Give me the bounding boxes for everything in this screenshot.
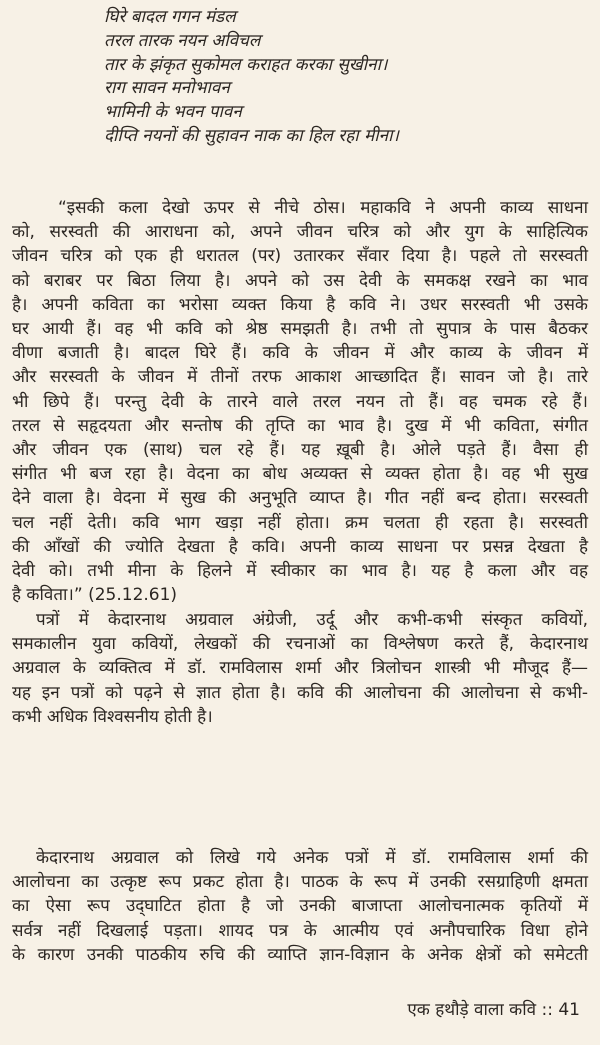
poem-line: भामिनी के भवन पावन	[104, 102, 242, 123]
quote-line: “इसकी कला देखो ऊपर से नीचे ठोस। महाकवि ने अपनी काव्य साधना	[58, 198, 588, 218]
quote-line: और सरस्वती के जीवन में तीनों तरफ आकाश आच्छादित हैं। सावन जो है। तारे	[12, 367, 588, 388]
quote-line-last: है कविता।” (25.12.61)	[12, 585, 178, 606]
poem-line: घिरे बादल गगन मंडल	[104, 7, 236, 27]
paragraph-line: के कारण उनकी पाठकीय रुचि की व्याप्ति ज्ञान-विज्ञान के अनेक क्षेत्रों को समेटती	[12, 944, 588, 965]
paragraph-line-last: कभी अधिक विश्वसनीय होती है।	[12, 706, 213, 727]
paragraph-line: का ऐसा रूप उद्‌घाटित होता है जो उनकी बाजाप्ता आलोचनात्मक कृतियों में	[12, 896, 588, 917]
quote-line: है। अपनी कविता का भरोसा व्यक्त किया है कवि ने। उधर सरस्वती भी उसके	[12, 294, 588, 315]
poem-line: राग सावन मनोभावन	[104, 78, 230, 99]
body-paragraph-2	[12, 846, 588, 967]
quote-line: और जीवन एक (साथ) चल रहे हैं। यह ख़ूबी है। ओले पड़ते हैं। वैसा ही	[12, 440, 588, 461]
quote-line: चल नहीं देती। कवि भाग खड़ा नहीं होता। क्रम चलता ही रहता है। सरस्वती	[12, 512, 588, 533]
poem-line: दीप्ति नयनों की सुहावन नाक का हिल रहा मीना।	[104, 125, 399, 146]
poem-line: तरल तारक नयन अविचल	[104, 30, 261, 51]
paragraph-line: केदारनाथ अग्रवाल को लिखे गये अनेक पत्रों में डॉ. रामविलास शर्मा की	[36, 848, 588, 868]
paragraph-line: समकालीन युवा कवियों, लेखकों की रचनाओं का विश्लेषण करते हैं, केदारनाथ	[12, 634, 588, 655]
quote-line: देवी को। तभी मीना के हिलने में स्वीकार का भाव है। यह है कला और वह	[12, 561, 588, 582]
quote-line: वीणा बजाती है। बादल घिरे हैं। कवि के जीवन में और काव्य के जीवन में	[12, 343, 588, 364]
paragraph-line: पत्रों में केदारनाथ अग्रवाल अंग्रेजी, उर्दू और कभी-कभी संस्कृत कवियों,	[36, 610, 589, 630]
quote-line: तरल से सहृदयता और सन्तोष की तृप्ति का भाव है। दुख में भी कविता, संगीत	[12, 415, 588, 436]
quote-line: संगीत भी बज रहा है। वेदना का बोध अव्यक्त से व्यक्त होता है। वह भी सुख	[12, 464, 588, 485]
quote-paragraph	[12, 196, 588, 607]
paragraph-line: अग्रवाल के व्यक्तित्व में डॉ. रामविलास शर्मा और त्रिलोचन शास्त्री भी मौजूद हैं—	[12, 658, 588, 679]
quote-line: की आँखों की ज्योति देखता है कवि। अपनी काव्य साधना पर प्रसन्न देखता है	[12, 536, 588, 557]
paragraph-line: यह इन पत्रों को पढ़ने से ज्ञात होता है। कवि की आलोचना की आलोचना से कभी-	[12, 682, 588, 703]
quote-line: भी छिपे हैं। परन्तु देवी के तारने वाले तरल नयन तो हैं। वह चमक रहे हैं।	[12, 391, 588, 412]
quote-line: घर आयी हैं। वह भी कवि को श्रेष्ठ समझती है। तभी तो सुपात्र के पास बैठकर	[12, 319, 588, 340]
poem-stanza	[104, 6, 584, 149]
paragraph-line: आलोचना का उत्कृष्ट रूप प्रकट होता है। पाठक के रूप में उनकी रसग्राहिणी क्षमता	[12, 872, 588, 893]
quote-line: देने वाला है। वेदना में सुख की अनुभूति व्याप्त है। गीत नहीं बन्द होता। सरस्वती	[12, 488, 588, 509]
running-footer: एक हथौड़े वाला कवि :: 41	[407, 1000, 580, 1020]
body-paragraph-1	[12, 608, 588, 729]
poem-line: तार के झंकृत सुकोमल कराहत करका सुखीना।	[104, 54, 388, 75]
quote-line: को बराबर पर बिठा लिया है। अपने को उस देवी के समकक्ष रखने का भाव	[12, 270, 588, 291]
quote-line: को, सरस्वती की आराधना को, अपने जीवन चरित्र को और युग के साहित्यिक	[12, 222, 588, 243]
quote-line: जीवन चरित्र को एक ही धरातल (पर) उतारकर सँवार दिया है। पहले तो सरस्वती	[12, 246, 588, 267]
paragraph-line: सर्वत्र नहीं दिखलाई पड़ता। शायद पत्र के आत्मीय एवं अनौपचारिक विधा होने	[12, 920, 588, 941]
